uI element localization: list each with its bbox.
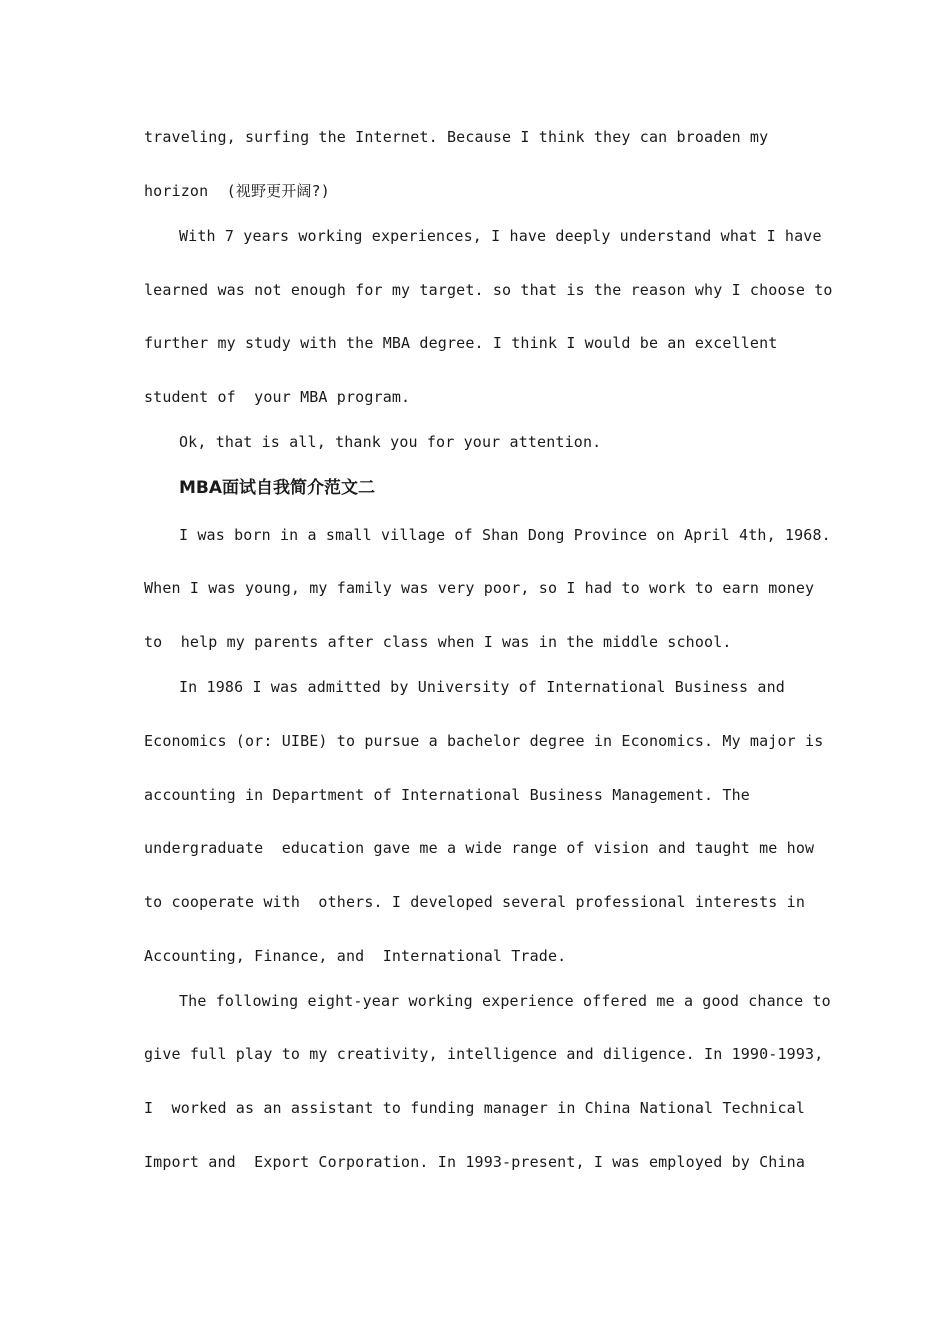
text-line: give full play to my creativity, intelligence and diligence. In 1990-1993,: [144, 1045, 824, 1063]
text-line: to help my parents after class when I was in the middle school.: [144, 633, 732, 651]
text-line: undergraduate education gave me a wide range of vision and taught me how: [144, 839, 815, 857]
text-line: Import and Export Corporation. In 1993-present, I was employed by China: [144, 1153, 806, 1171]
section-heading: MBA面试自我简介范文二: [179, 478, 376, 498]
text-line: learned was not enough for my target. so that is the reason why I choose to: [144, 281, 833, 299]
text-line: Economics (or: UIBE) to pursue a bachelor degree in Economics. My major is: [144, 732, 824, 750]
text-line: to cooperate with others. I developed several professional interests in: [144, 893, 806, 911]
text-line: accounting in Department of International Business Management. The: [144, 786, 750, 804]
text-line: student of your MBA program.: [144, 388, 411, 406]
paragraph-start-line: The following eight-year working experience offered me a good chance to: [179, 992, 831, 1010]
text-line: Accounting, Finance, and International Trade.: [144, 947, 567, 965]
text-line: I worked as an assistant to funding manager in China National Technical: [144, 1099, 806, 1117]
paragraph-start-line: In 1986 I was admitted by University of International Business and: [179, 678, 785, 696]
text-line: horizon (视野更开阔?): [144, 182, 330, 200]
text-line: further my study with the MBA degree. I think I would be an excellent: [144, 334, 778, 352]
paragraph-start-line: Ok, that is all, thank you for your attention.: [179, 433, 602, 451]
paragraph-start-line: I was born in a small village of Shan Dong Province on April 4th, 1968.: [179, 526, 831, 544]
paragraph-start-line: With 7 years working experiences, I have deeply understand what I have: [179, 227, 822, 245]
text-line: When I was young, my family was very poor, so I had to work to earn money: [144, 579, 815, 597]
text-line: traveling, surfing the Internet. Because I think they can broaden my: [144, 128, 769, 146]
